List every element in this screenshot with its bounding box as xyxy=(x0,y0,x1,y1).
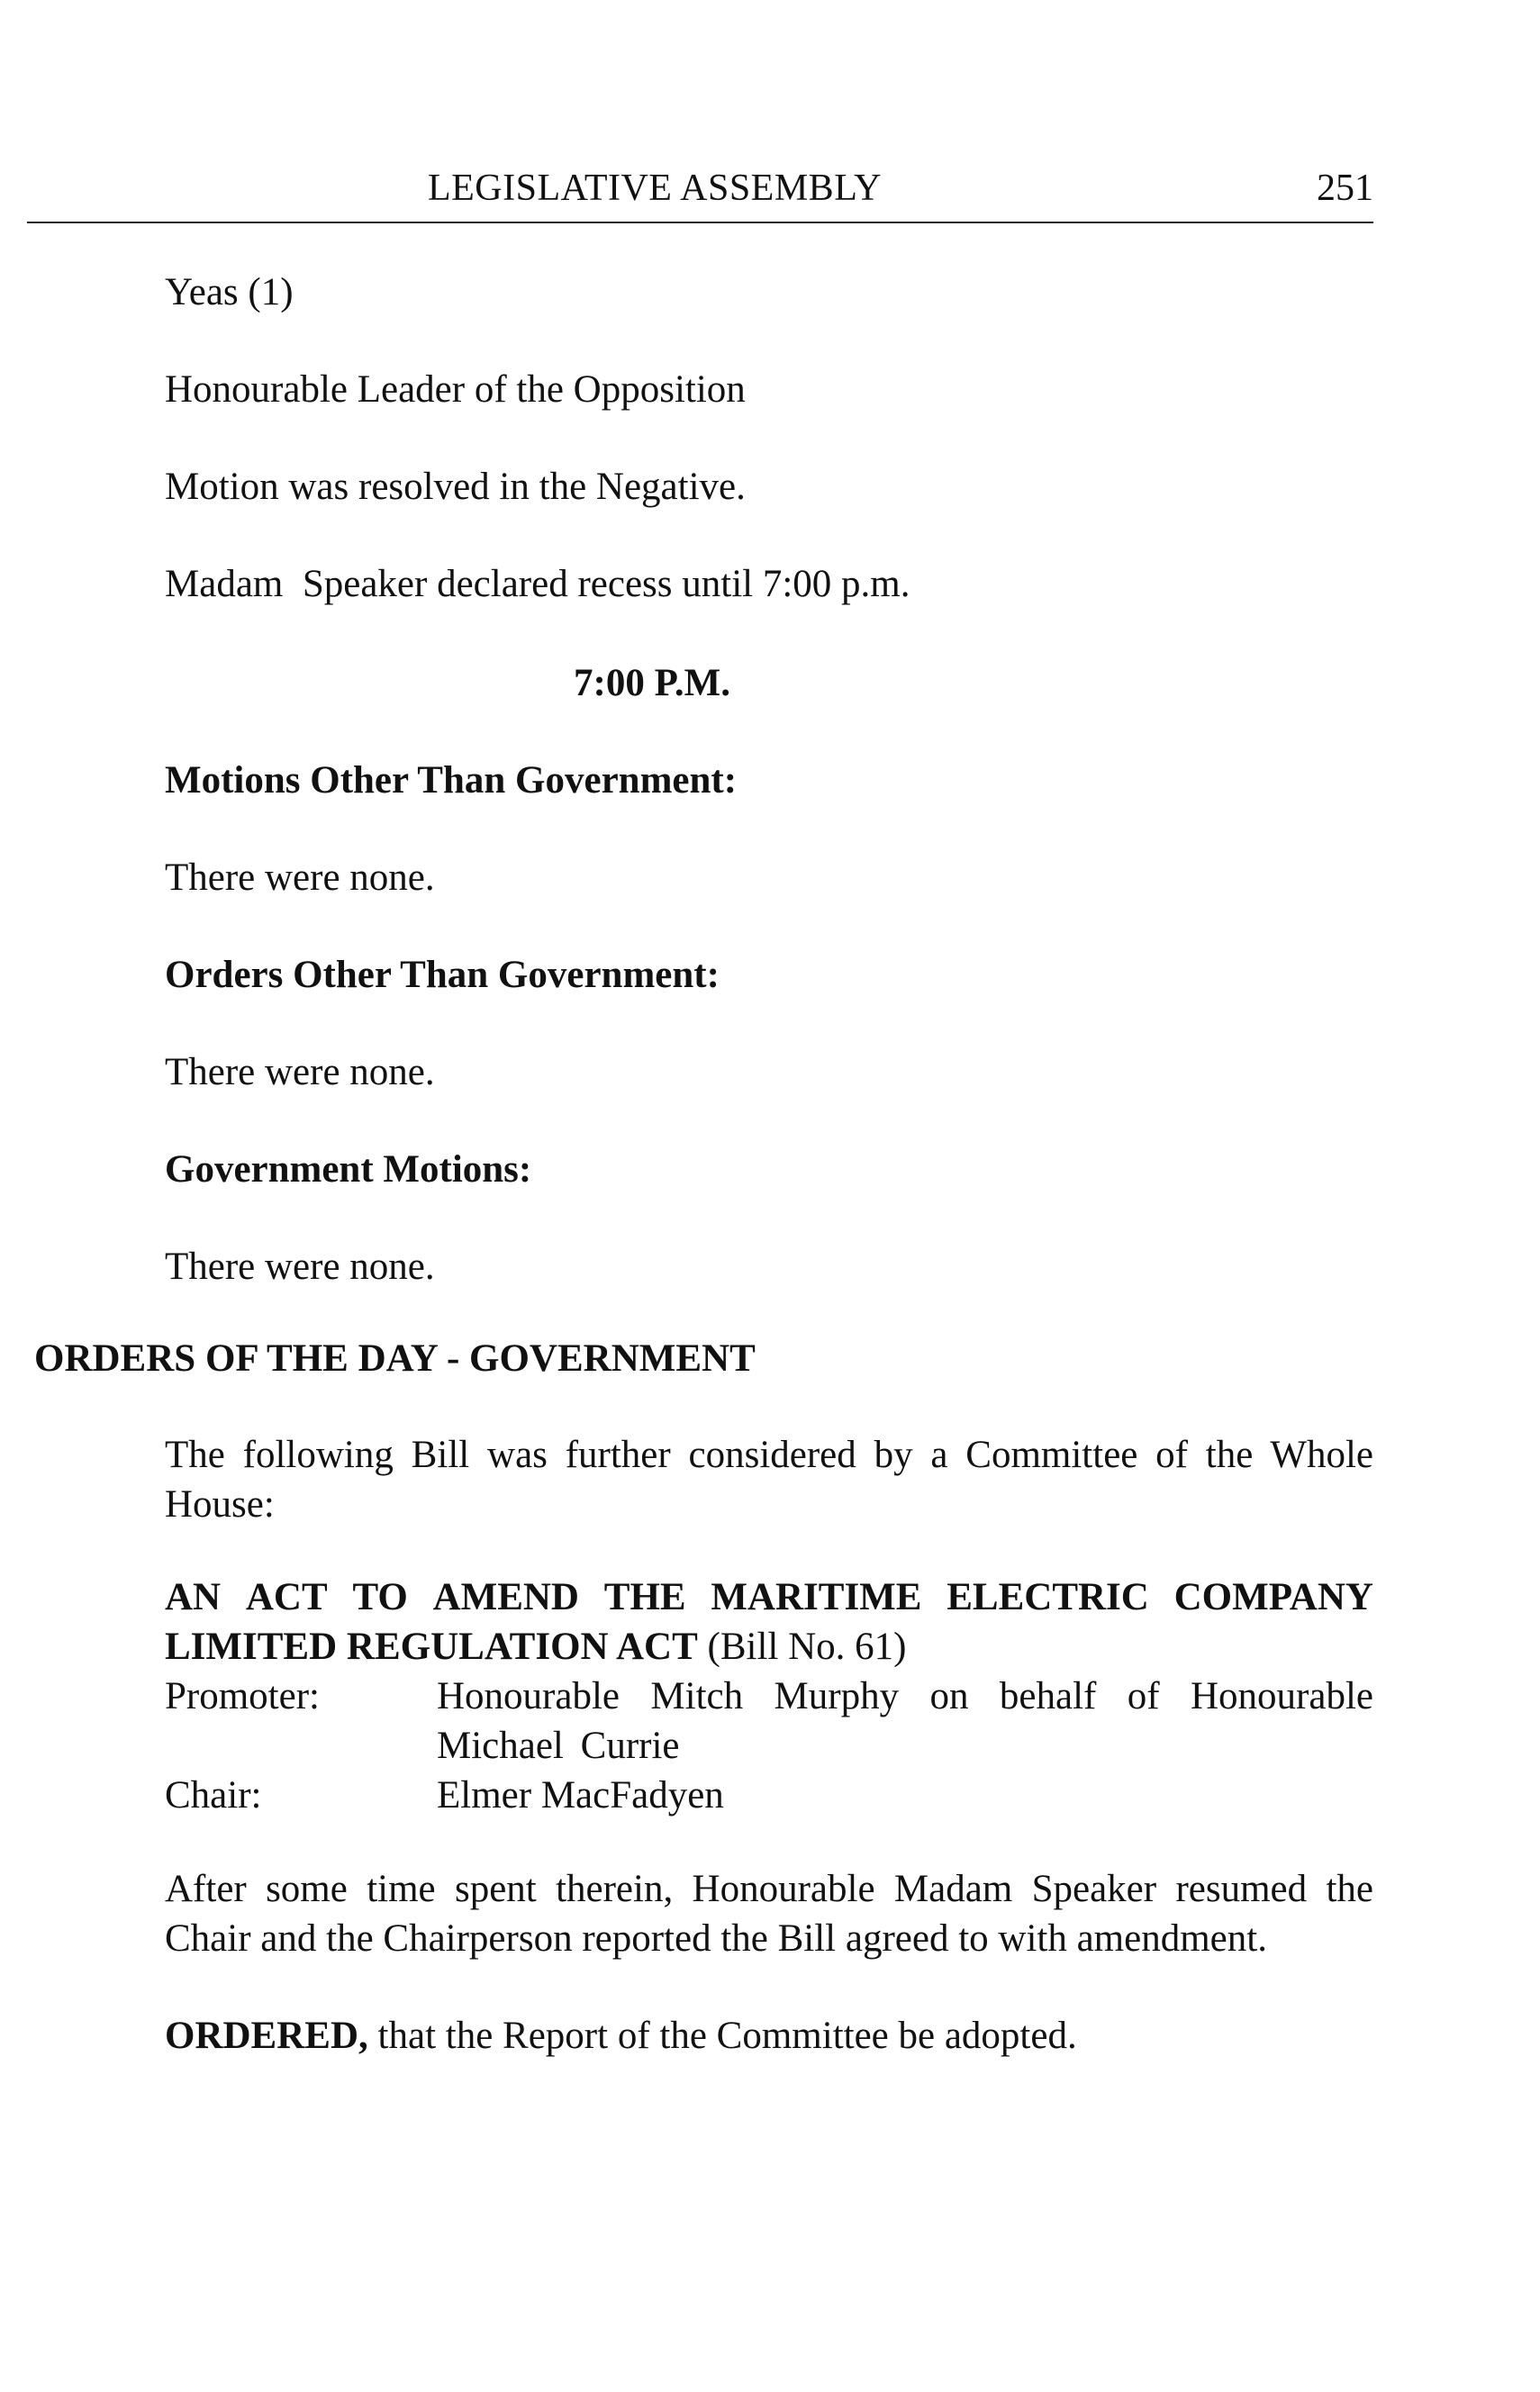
promoter-label: Promoter: xyxy=(165,1675,320,1717)
promoter-value: Honourable Mitch Murphy on behalf of Honourable Michael Currie xyxy=(437,1675,1373,1767)
bill-title-word: AMEND xyxy=(432,1576,579,1618)
bill-number: (Bill No. 61) xyxy=(697,1626,907,1668)
bill-title xyxy=(165,1572,1373,1672)
time-heading: 7:00 P.M. xyxy=(574,662,730,704)
bill-title-line-2 xyxy=(165,1622,1373,1672)
government-motions-text: There were none. xyxy=(165,1246,435,1288)
bill-title-line-1 xyxy=(165,1572,1373,1622)
chair-value: Elmer MacFadyen xyxy=(437,1774,724,1817)
bill-title-word: THE xyxy=(603,1576,686,1618)
bill-title-word: TO xyxy=(352,1576,408,1618)
bill-title-word: MARITIME xyxy=(711,1576,922,1618)
orders-other-heading: Orders Other Than Government: xyxy=(165,954,720,996)
recess-notice: Madam Speaker declared recess until 7:00 p.m. xyxy=(165,563,910,605)
bill-intro-paragraph: The following Bill was further considered by a Committee of the Whole House: xyxy=(165,1434,1373,1526)
ordered-keyword: ORDERED, xyxy=(165,2015,368,2057)
chair-label: Chair: xyxy=(165,1774,262,1817)
ordered-paragraph xyxy=(165,2012,1077,2061)
ordered-text: that the Report of the Committee be adopted. xyxy=(367,2015,1077,2057)
bill-title-word: ACT xyxy=(245,1576,328,1618)
running-header xyxy=(27,162,1373,223)
committee-report-paragraph: After some time spent therein, Honourable Madam Speaker resumed the Chair and the Chairperson reported the Bill agreed to with amendment. xyxy=(165,1868,1373,1960)
yeas-heading: Yeas (1) xyxy=(165,271,294,313)
motion-result: Motion was resolved in the Negative. xyxy=(165,466,746,508)
header-title: LEGISLATIVE ASSEMBLY xyxy=(428,168,882,209)
orders-other-text: There were none. xyxy=(165,1051,435,1093)
bill-title-word: ELECTRIC xyxy=(947,1576,1149,1618)
motions-other-heading: Motions Other Than Government: xyxy=(165,759,738,802)
government-motions-heading: Government Motions: xyxy=(165,1148,532,1191)
orders-of-the-day-heading: ORDERS OF THE DAY - GOVERNMENT xyxy=(34,1337,756,1380)
yeas-member: Honourable Leader of the Opposition xyxy=(165,368,746,411)
motions-other-text: There were none. xyxy=(165,856,435,899)
page-number: 251 xyxy=(1317,168,1373,209)
bill-title-bold-part: LIMITED REGULATION ACT xyxy=(165,1626,698,1668)
bill-title-word: COMPANY xyxy=(1173,1576,1373,1618)
bill-title-word: AN xyxy=(165,1576,222,1618)
